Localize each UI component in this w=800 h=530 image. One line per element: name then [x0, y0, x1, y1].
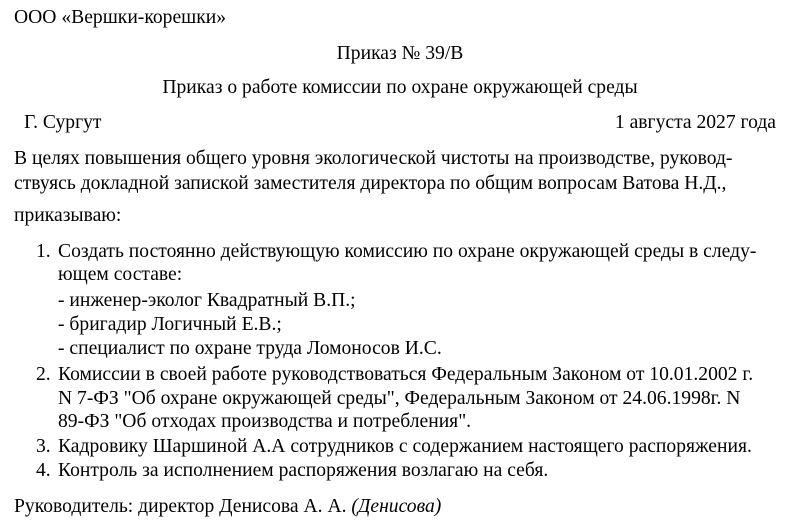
list-item-4 — [36, 459, 548, 483]
list-item-3 — [36, 435, 752, 459]
signature-handwritten: (Денисова) — [351, 496, 442, 517]
list-item-2 — [36, 363, 753, 387]
list-item-2-number: 2. — [36, 364, 51, 385]
list-item-3-text: Кадровику Шаршиной А.А сотрудников с содержанием настоящего распоряжения. — [58, 436, 752, 457]
commission-member-3: - специалист по охране труда Ломоносов И.С. — [58, 338, 442, 359]
intro-paragraph-line-1: В целях повышения общего уровня экологической чистоты на производстве, руковод- — [14, 148, 733, 169]
commission-member-2: - бригадир Логичный Е.В.; — [58, 314, 282, 335]
commission-member-1: - инженер-эколог Квадратный В.П.; — [58, 290, 356, 311]
list-item-1-number: 1. — [36, 241, 51, 262]
list-item-4-number: 4. — [36, 460, 51, 481]
order-date: 1 августа 2027 года — [614, 112, 776, 133]
list-item-1-text: Создать постоянно действующую комиссию по охране окружающей среды в следу- — [58, 241, 757, 262]
list-item-4-text: Контроль за исполнением распоряжения возлагаю на себя. — [58, 460, 549, 481]
list-item-1 — [36, 240, 756, 264]
list-item-2-text: Комиссии в своей работе руководствоваться Федеральным Законом от 10.01.2002 г. — [58, 364, 754, 385]
order-number: Приказ № 39/В — [336, 43, 464, 64]
list-item-1-continuation: ющем составе: — [58, 264, 183, 285]
order-word: приказываю: — [14, 205, 122, 226]
list-item-2-continuation-1: N 7-ФЗ "Об охране окружающей среды", Федеральным Законом от 24.06.1998г. N — [58, 388, 741, 409]
list-item-3-number: 3. — [36, 436, 51, 457]
list-item-2-continuation-2: 89-ФЗ "Об отходах производства и потребления". — [58, 411, 472, 432]
signature-line — [14, 495, 441, 519]
order-title: Приказ о работе комиссии по охране окружающей среды — [162, 77, 638, 98]
intro-paragraph-line-2: ствуясь докладной запиской заместителя директора по общим вопросам Ватова Н.Д., — [14, 173, 727, 194]
city: Г. Сургут — [24, 112, 102, 133]
signature-text: Руководитель: директор Денисова А. А. — [14, 496, 352, 517]
organization-name: ООО «Вершки-корешки» — [14, 7, 227, 28]
